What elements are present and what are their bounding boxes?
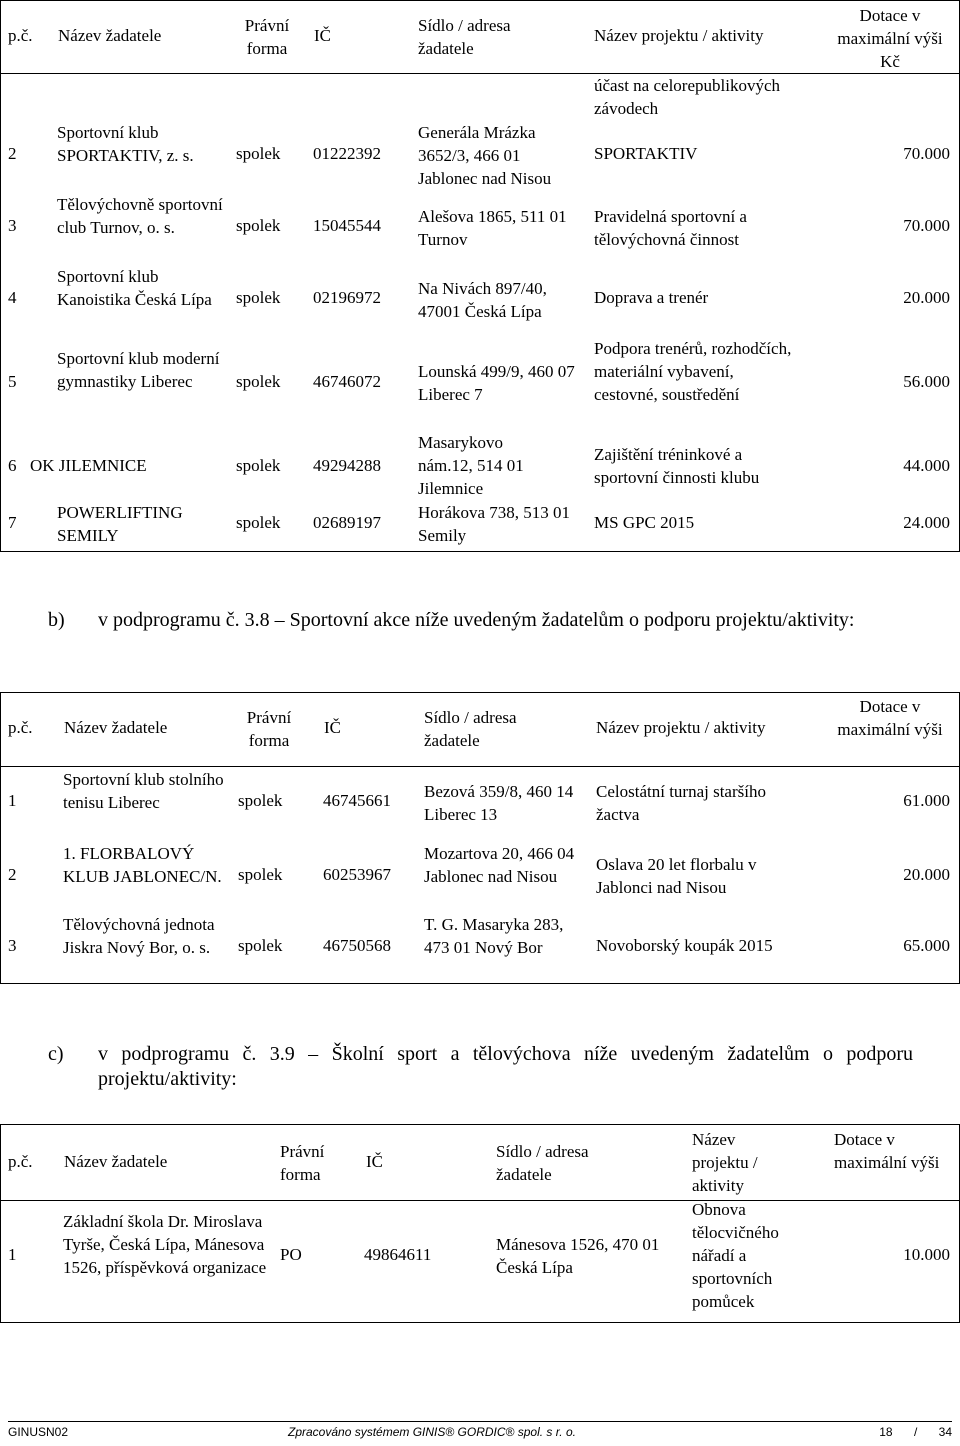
section-b-text: v podprogramu č. 3.8 – Sportovní akce níže uvedeným žadatelům o podporu projektu/aktivity: <box>98 609 855 631</box>
t3-header-address: Sídlo / adresa žadatele <box>496 1142 589 1184</box>
t3-header-ic: IČ <box>366 1152 383 1171</box>
footer-page-number: 18 <box>879 1425 893 1439</box>
t2-header-name: Název žadatele <box>64 718 168 737</box>
t1-header-address: Sídlo / adresa žadatele <box>418 16 511 58</box>
t3-header-pc: p.č. <box>8 1152 33 1171</box>
t3-header-name: Název žadatele <box>64 1152 168 1171</box>
t1-header-project: Název projektu / aktivity <box>594 26 764 45</box>
t2-header-form: Právní forma <box>246 708 292 750</box>
footer-rule <box>8 1421 952 1422</box>
t2-header-address: Sídlo / adresa žadatele <box>424 708 517 750</box>
t2-header-ic: IČ <box>324 718 341 737</box>
t1-header-ic: IČ <box>314 26 331 45</box>
section-c-letter: c) <box>48 1043 64 1065</box>
t1-header-grant: Dotace v maximální výši Kč <box>837 6 943 71</box>
t2-header-project: Název projektu / aktivity <box>596 718 766 737</box>
section-c-text: v podprogramu č. 3.9 – Školní sport a tělovýchova níže uvedeným žadatelům o podporu projektu/aktivity: <box>98 1043 913 1090</box>
t1-header-pc: p.č. <box>8 26 33 45</box>
t1-header-name: Název žadatele <box>58 26 162 45</box>
t3-header-project: Název projektu / aktivity <box>692 1130 758 1195</box>
footer-page-separator: / <box>913 1425 918 1439</box>
t1-header-form: Právní forma <box>244 16 290 58</box>
t2-header-grant: Dotace v maximální výši <box>837 697 943 739</box>
t1-carryover-project: účast na celorepublikových závodech <box>594 76 780 118</box>
footer-page-total: 34 <box>938 1425 952 1439</box>
footer-system: Zpracováno systémem GINIS® GORDIC® spol. s r. o. <box>288 1425 576 1439</box>
footer-page <box>879 1425 952 1439</box>
t3-header-form: Právní forma <box>280 1142 325 1184</box>
footer-code: GINUSN02 <box>8 1425 69 1439</box>
section-b-letter: b) <box>48 609 65 631</box>
t2-header-pc: p.č. <box>8 718 33 737</box>
t3-header-grant: Dotace v maximální výši <box>834 1130 940 1172</box>
